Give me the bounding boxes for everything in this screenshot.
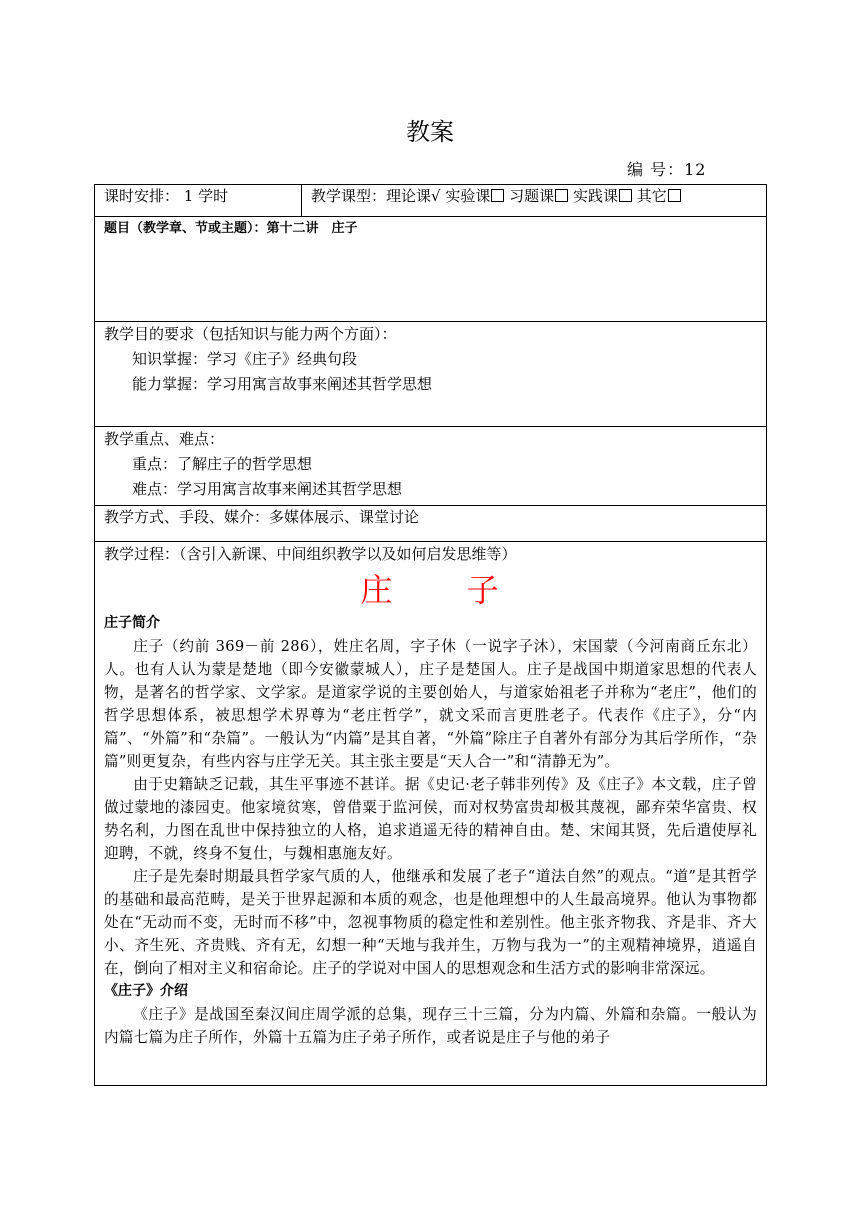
method-cell xyxy=(95,506,767,542)
topic-row xyxy=(95,217,767,322)
process-cell xyxy=(95,542,767,1086)
lab-checkbox[interactable] xyxy=(491,189,504,202)
zhuangzi-big-title: 庄 子 xyxy=(360,571,531,609)
key-points-cell xyxy=(95,427,767,506)
option-theory: 理论课√ xyxy=(386,187,441,205)
intro-paragraph-3: 庄子是先秦时期最具哲学家气质的人，他继承和发展了老子“道法自然”的观点。“道”是其哲学的基础和最高范畴，是关于世界起源和本质的观念，也是他理想中的人生最高境界。他认为事物都处在“无动而不变，无时而不移”中，忽视事物质的稳定性和差别性。他主张齐物我、齐是非、齐大小、齐生死、齐贵贱、齐有无，幻想一种“天地与我并生，万物与我为一”的主观精神境界，逍遥自在，倒向了相对主义和宿命论。庄子的学说对中国人的思想观念和生活方式的影响非常深远。 xyxy=(104,868,757,977)
method-row xyxy=(95,506,767,542)
process-heading: 教学过程：（含引入新课、中间组织教学以及如何启发思维等） xyxy=(104,545,517,563)
option-lab: 实验课 xyxy=(445,187,491,205)
topic-cell xyxy=(95,217,767,322)
process-row xyxy=(95,542,767,1086)
section-intro-title: 庄子简介 xyxy=(104,615,160,631)
topic-text: 题目（教学章、节或主题）：第十二讲 庄子 xyxy=(104,221,358,236)
section-book-title: 《庄子》介绍 xyxy=(104,983,188,999)
focus-point: 重点：了解庄子的哲学思想 xyxy=(132,455,313,473)
objectives-heading: 教学目的要求（包括知识与能力两个方面）： xyxy=(104,325,397,343)
schedule-row xyxy=(95,185,767,217)
schedule-cell xyxy=(95,185,302,217)
option-exercise: 习题课 xyxy=(509,187,555,205)
book-paragraph-1: 《庄子》是战国至秦汉间庄周学派的总集，现存三十三篇，分为内篇、外篇和杂篇。一般认为内篇七篇为庄子所作，外篇十五篇为庄子弟子所作，或者说是庄子与他的弟子 xyxy=(104,1006,757,1046)
key-points-row xyxy=(95,427,767,506)
key-points-heading: 教学重点、难点： xyxy=(104,430,225,448)
other-checkbox[interactable] xyxy=(668,189,681,202)
option-other: 其它 xyxy=(636,187,667,205)
option-practice: 实践课 xyxy=(572,187,618,205)
objectives-row xyxy=(95,322,767,427)
course-type-cell xyxy=(302,185,767,217)
intro-paragraph-2: 由于史籍缺乏记载，其生平事迹不甚详。据《史记·老子韩非列传》及《庄子》本文载，庄子曾做过蒙地的漆园吏。他家境贫寒，曾借粟于监河侯，而对权势富贵却极其蔑视，鄙弃荣华富贵、权势名利，力图在乱世中保持独立的人格，追求逍遥无待的精神自由。楚、宋闻其贤，先后遣使厚礼迎聘，不就，终身不复仕，与魏相惠施友好。 xyxy=(104,776,757,862)
course-type-label: 教学课型： xyxy=(311,187,387,205)
intro-paragraph-1: 庄子（约前 369－前 286），姓庄名周，字子休（一说字子沐），宋国蒙（今河南商丘东北）人。也有人认为蒙是楚地（即今安徽蒙城人），庄子是楚国人。庄子是战国中期道家思想的代表人物，是著名的哲学家、文学家。是道家学说的主要创始人，与道家始祖老子并称为“老庄”，他们的哲学思想体系，被思想学术界尊为“老庄哲学”，就文采而言更胜老子。代表作《庄子》，分“内篇”、“外篇”和“杂篇”。一般认为“内篇”是其自著，“外篇”除庄子自著外有部分为其后学所作，“杂篇”则更复杂，有些内容与庄学无关。其主张主要是“天人合一”和“清静无为”。 xyxy=(104,638,757,770)
method-text: 教学方式、手段、媒介：多媒体展示、课堂讨论 xyxy=(104,508,420,526)
serial-number: 编 号：12 xyxy=(627,160,707,179)
lesson-plan-table xyxy=(94,184,767,1086)
document-title: 教案 xyxy=(406,118,454,146)
exercise-checkbox[interactable] xyxy=(555,189,568,202)
practice-checkbox[interactable] xyxy=(619,189,632,202)
knowledge-objective: 知识掌握：学习《庄子》经典句段 xyxy=(132,350,358,368)
schedule-text: 课时安排： 1 学时 xyxy=(104,187,229,205)
ability-objective: 能力掌握：学习用寓言故事来阐述其哲学思想 xyxy=(132,375,433,393)
difficulty-point: 难点：学习用寓言故事来阐述其哲学思想 xyxy=(132,480,403,498)
objectives-cell xyxy=(95,322,767,427)
